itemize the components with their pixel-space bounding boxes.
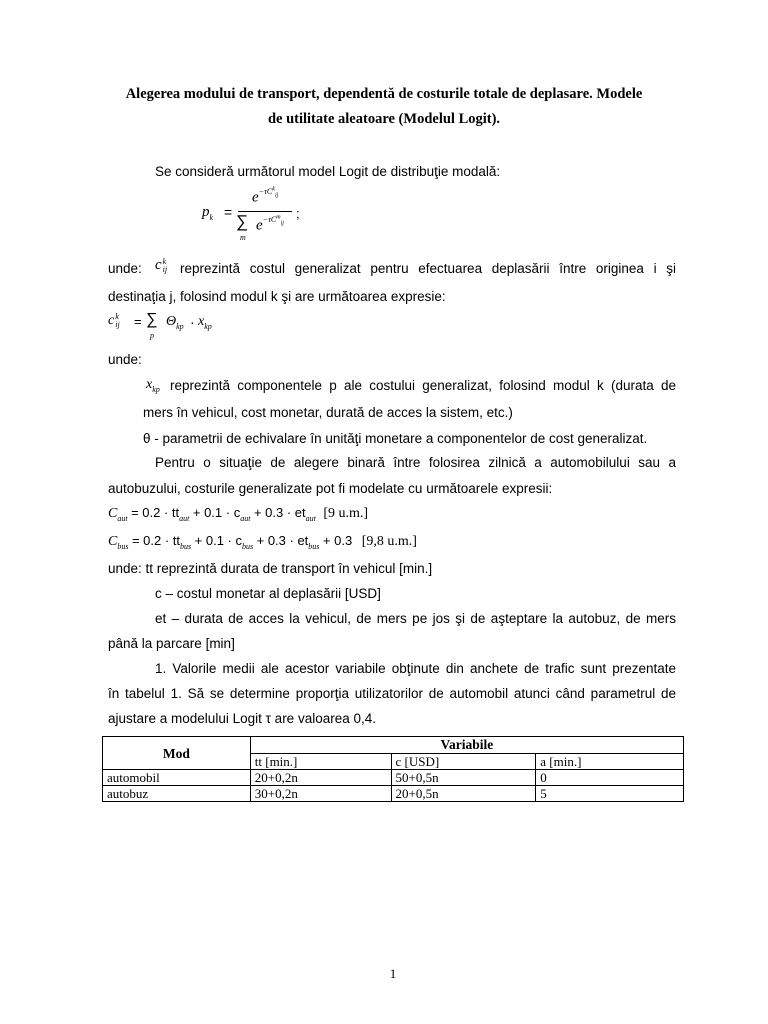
table-cell: 20+0,5n — [391, 786, 536, 802]
formula-pk-sum-sub: m — [240, 233, 246, 242]
def-et-line1: et – durata de acces la vehicul, de mers pe jos şi de aşteptare la autobuz, de mers — [155, 611, 676, 626]
cost-bus-lhs: C — [108, 534, 118, 549]
cost-aut-tt-sub: aut — [179, 513, 190, 523]
formula-cij-sum: ∑ — [146, 311, 158, 328]
formula-pk-numer-exp-sup: k — [272, 186, 275, 192]
formula-pk-lhs: p — [202, 204, 210, 220]
unde-label-2: unde: — [108, 352, 142, 367]
binary-para-line1: Pentru o situaţie de alegere binară între folosirea zilnică a automobilului sau a — [155, 455, 676, 470]
formula-cij-lhs: c — [108, 313, 115, 329]
table-header-mod: Mod — [103, 737, 251, 770]
cost-bus-c-sub: bus — [241, 541, 254, 551]
formula-cij-x: x — [198, 314, 205, 329]
table-cell: 50+0,5n — [391, 770, 536, 786]
cost-bus-const: + 0.3 — [322, 533, 353, 548]
intro-text: Se consideră următorul model Logit de distribuţie modală: — [155, 164, 501, 179]
formula-pk-denom: e — [256, 217, 263, 234]
page-number: 1 — [389, 966, 397, 981]
def-c: c – costul monetar al deplasării [USD] — [155, 586, 381, 601]
formula-pk-denom-exp-sup: m — [276, 214, 281, 220]
page-title-line2: de utilitate aleatoare (Modelul Logit). — [267, 111, 501, 127]
formula-pk-numer-exp: −τC — [258, 186, 273, 196]
formula-cost-bus — [108, 533, 417, 551]
table-cell: 5 — [536, 786, 684, 802]
cost-bus-lhs-sub: bus — [117, 541, 129, 551]
formula-cij-sub: ij — [115, 320, 120, 329]
def-tt: unde: tt reprezintă durata de transport în vehicul [min.] — [108, 561, 433, 576]
unde-cij-line2: destinaţia j, folosind modul k şi are următoarea expresie: — [108, 289, 446, 304]
cost-bus-tt-sub: bus — [180, 541, 192, 551]
formula-cij-theta: Θ — [166, 314, 177, 329]
unde-cij-sup: k — [162, 256, 167, 266]
variables-table — [102, 736, 684, 802]
table-row — [103, 786, 684, 802]
formula-pk-sum: ∑ — [236, 212, 249, 231]
formula-pk-lhs-sub: k — [209, 213, 214, 222]
xkp-sym: x — [146, 377, 153, 392]
formula-cij-dot: · — [190, 314, 195, 330]
formula-pk: $p_k$ = $e^{-\tau C^k_{ij}}$ ∑ m $e^{-\tau C^m_{ij}}$ ; — [202, 186, 300, 242]
cost-aut-lhs-sub: aut — [117, 513, 128, 523]
cost-aut-c-part: + 0.1 · c — [192, 505, 241, 520]
page-title-line1: Alegerea modului de transport, dependentă de costurile totale de deplasare. Modele — [125, 86, 643, 102]
task-line1: 1. Valorile medii ale acestor variabile obţinute din anchete de trafic sunt prezentate — [155, 661, 676, 676]
formula-pk-denom-exp-sub: ij — [280, 220, 284, 227]
table-col-c: c [USD] — [391, 753, 536, 770]
task-line3: ajustare a modelului Logit τ are valoarea 0,4. — [108, 711, 376, 726]
formula-pk-trail: ; — [296, 206, 300, 221]
formula-cij-eq: = — [134, 314, 142, 329]
unde-cij-sub: ij — [162, 264, 168, 274]
xkp-symbol — [146, 377, 160, 394]
formula-cij-theta-sub: kp — [176, 321, 184, 331]
table-cell-mod: automobil — [103, 770, 251, 786]
xkp-sym-sub: kp — [152, 384, 160, 394]
cost-bus-expr: = 0.2 · tt — [131, 533, 181, 548]
xkp-definition-line1: reprezintă componentele p ale costului generalizat, folosind modul k (durata de — [170, 378, 676, 393]
table-col-tt: tt [min.] — [250, 753, 391, 770]
unde-cij-sym: c — [155, 257, 162, 273]
formula-pk-denom-exp: −τC — [262, 214, 277, 224]
theta-definition: θ - parametrii de echivalare în unităţi monetare a componentelor de cost generalizat. — [143, 431, 648, 446]
formula-cij-sum-sub: p — [150, 331, 154, 340]
cost-aut-lhs: C — [108, 506, 118, 521]
table-row — [103, 770, 684, 786]
formula-cij — [108, 311, 248, 345]
xkp-definition-line2: mers în vehicul, cost monetar, durată de acces la sistem, etc.) — [143, 405, 513, 420]
cost-aut-expr: = 0.2 · tt — [131, 505, 180, 520]
formula-pk-numer-exp-sub: ij — [274, 192, 279, 199]
table-col-a: a [min.] — [536, 753, 684, 770]
cost-aut-c-sub: aut — [240, 513, 251, 523]
cost-bus-et-part: + 0.3 · et — [256, 533, 309, 548]
table-cell: 30+0,2n — [250, 786, 391, 802]
def-et-line2: până la parcare [min] — [108, 636, 235, 651]
table-header-variabile: Variabile — [250, 737, 683, 754]
binary-para-line2: autobuzului, costurile generalizate pot fi modelate cu următoarele expresii: — [108, 481, 553, 496]
table-cell-mod: autobuz — [103, 786, 251, 802]
formula-pk-numer: e — [252, 189, 259, 206]
formula-cij-x-sub: kp — [204, 321, 212, 331]
table-cell: 0 — [536, 770, 684, 786]
cost-aut-et-part: + 0.3 · et — [253, 505, 306, 520]
formula-cost-aut — [108, 505, 368, 523]
formula-cij-sup: k — [115, 312, 119, 321]
unde-cij-symbol — [155, 257, 167, 274]
cost-bus-et-sub: bus — [308, 541, 320, 551]
table-cell: 20+0,2n — [250, 770, 391, 786]
unde-cij-label: unde: — [108, 261, 142, 276]
task-line2: în tabelul 1. Să se determine proporţia utilizatorilor de automobil atunci când parametrul de — [108, 686, 676, 701]
cost-bus-value: [9,8 u.m.] — [361, 534, 417, 549]
unde-cij-text: reprezintă costul generalizat pentru efectuarea deplasării între originea i şi — [180, 261, 676, 276]
cost-aut-value: [9 u.m.] — [323, 506, 369, 521]
cost-aut-et-sub: aut — [305, 513, 316, 523]
cost-bus-c-part: + 0.1 · c — [194, 533, 242, 548]
